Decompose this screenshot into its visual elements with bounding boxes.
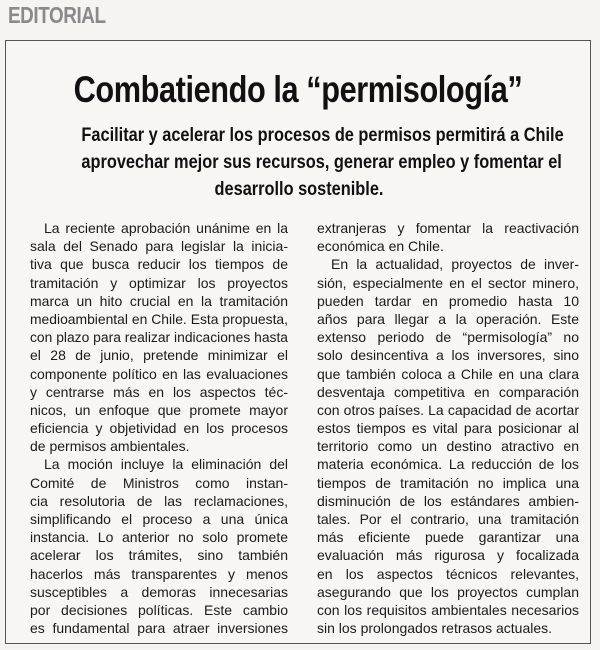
text-line: con otros países. La capacidad de acortar [317,401,579,418]
deck-line: aprovechar mejor sus recursos, generar empleo y fomentar el [81,152,562,173]
text-line: acelerar los trámites, sino también [30,547,288,564]
text-line: en los aspectos técnicos relevantes, [317,565,579,582]
text-line: solo desincentiva a los inversores, sino [317,347,579,364]
text-line: es fundamental para atraer inversiones [30,620,288,637]
text-line: estos tiempos es vital para posicionar al [317,420,579,437]
right-column [317,219,579,637]
section-label: EDITORIAL [8,2,106,28]
text-line: sin los prolongados retrasos actuales. [317,620,553,637]
text-line: tiempos de tramitación no implica una [317,474,579,491]
deck-line: Facilitar y acelerar los procesos de permisos permitirá a Chile [81,125,564,146]
text-line: eficiencia y objetividad en los procesos [30,420,288,437]
text-line: materia económica. La reducción de los [317,456,579,473]
text-line: La moción incluye la eliminación del [44,456,288,473]
text-line: pueden tardar en promedio hasta 10 [317,292,579,309]
text-line: Comité de Ministros como instan- [30,474,288,491]
text-line: de permisos ambientales. [30,438,190,455]
text-line: sión, especialmente en el sector minero, [317,274,579,291]
text-line: componente político en las evaluaciones [30,365,288,382]
text-line: marca un hito crucial en la tramitación [30,292,288,309]
text-line: tales. Por el contrario, una tramitación [317,511,579,527]
text-line: económica en Chile. [317,238,444,255]
text-line: cia resolutoria de las reclamaciones, [30,492,288,509]
text-line: tiva que busca reducir los tiempos de [30,256,288,273]
text-line: susceptibles a demoras innecesarias [30,583,288,600]
text-line: La reciente aprobación unánime en la [44,220,288,236]
text-line: simplificando el proceso a una única [30,511,288,527]
text-line: tramitación y optimizar los proyectos [30,274,288,291]
text-line: que también coloca a Chile en una clara [317,365,579,382]
text-line: hacerlos más transparentes y menos [30,565,288,582]
text-line: y centrarse más en los aspectos téc- [30,383,288,400]
text-line: años para llegar a la operación. Este [317,310,579,327]
headline: Combatiendo la “permisología” [73,69,523,110]
text-line: extranjeras y fomentar la reactivación [317,220,579,236]
text-line: por decisiones políticas. Este cambio [30,601,288,618]
text-line: extenso periodo de “permisología” no [317,329,579,346]
text-line: territorio como un destino atractivo en [317,438,579,455]
text-line: con plazo para realizar indicaciones hasta [30,329,288,346]
deck [46,122,564,203]
text-line: evaluación más rigurosa y focalizada [317,547,579,564]
left-column [30,219,288,637]
text-line: asegurando que los proyectos cumplan [317,583,579,600]
text-line: más eficiente puede garantizar una [317,529,579,546]
text-line: medioambiental en Chile. Esta propuesta, [30,310,288,327]
text-line: con los requisitos ambientales necesarios [317,601,579,618]
text-line: disminución de los estándares ambien- [317,492,579,509]
deck-line: desarrollo sostenible. [214,179,384,200]
text-line: el 28 de junio, pretende minimizar el [30,347,288,364]
text-line: En la actualidad, proyectos de inver- [331,256,579,273]
editorial-frame [5,40,591,644]
text-line: desventaja competitiva en comparación [317,383,579,400]
text-line: sala del Senado para legislar la inicia- [30,238,288,255]
text-line: instancia. Lo anterior no solo promete [30,529,288,546]
text-line: nicos, un enfoque que promete mayor [30,401,288,418]
